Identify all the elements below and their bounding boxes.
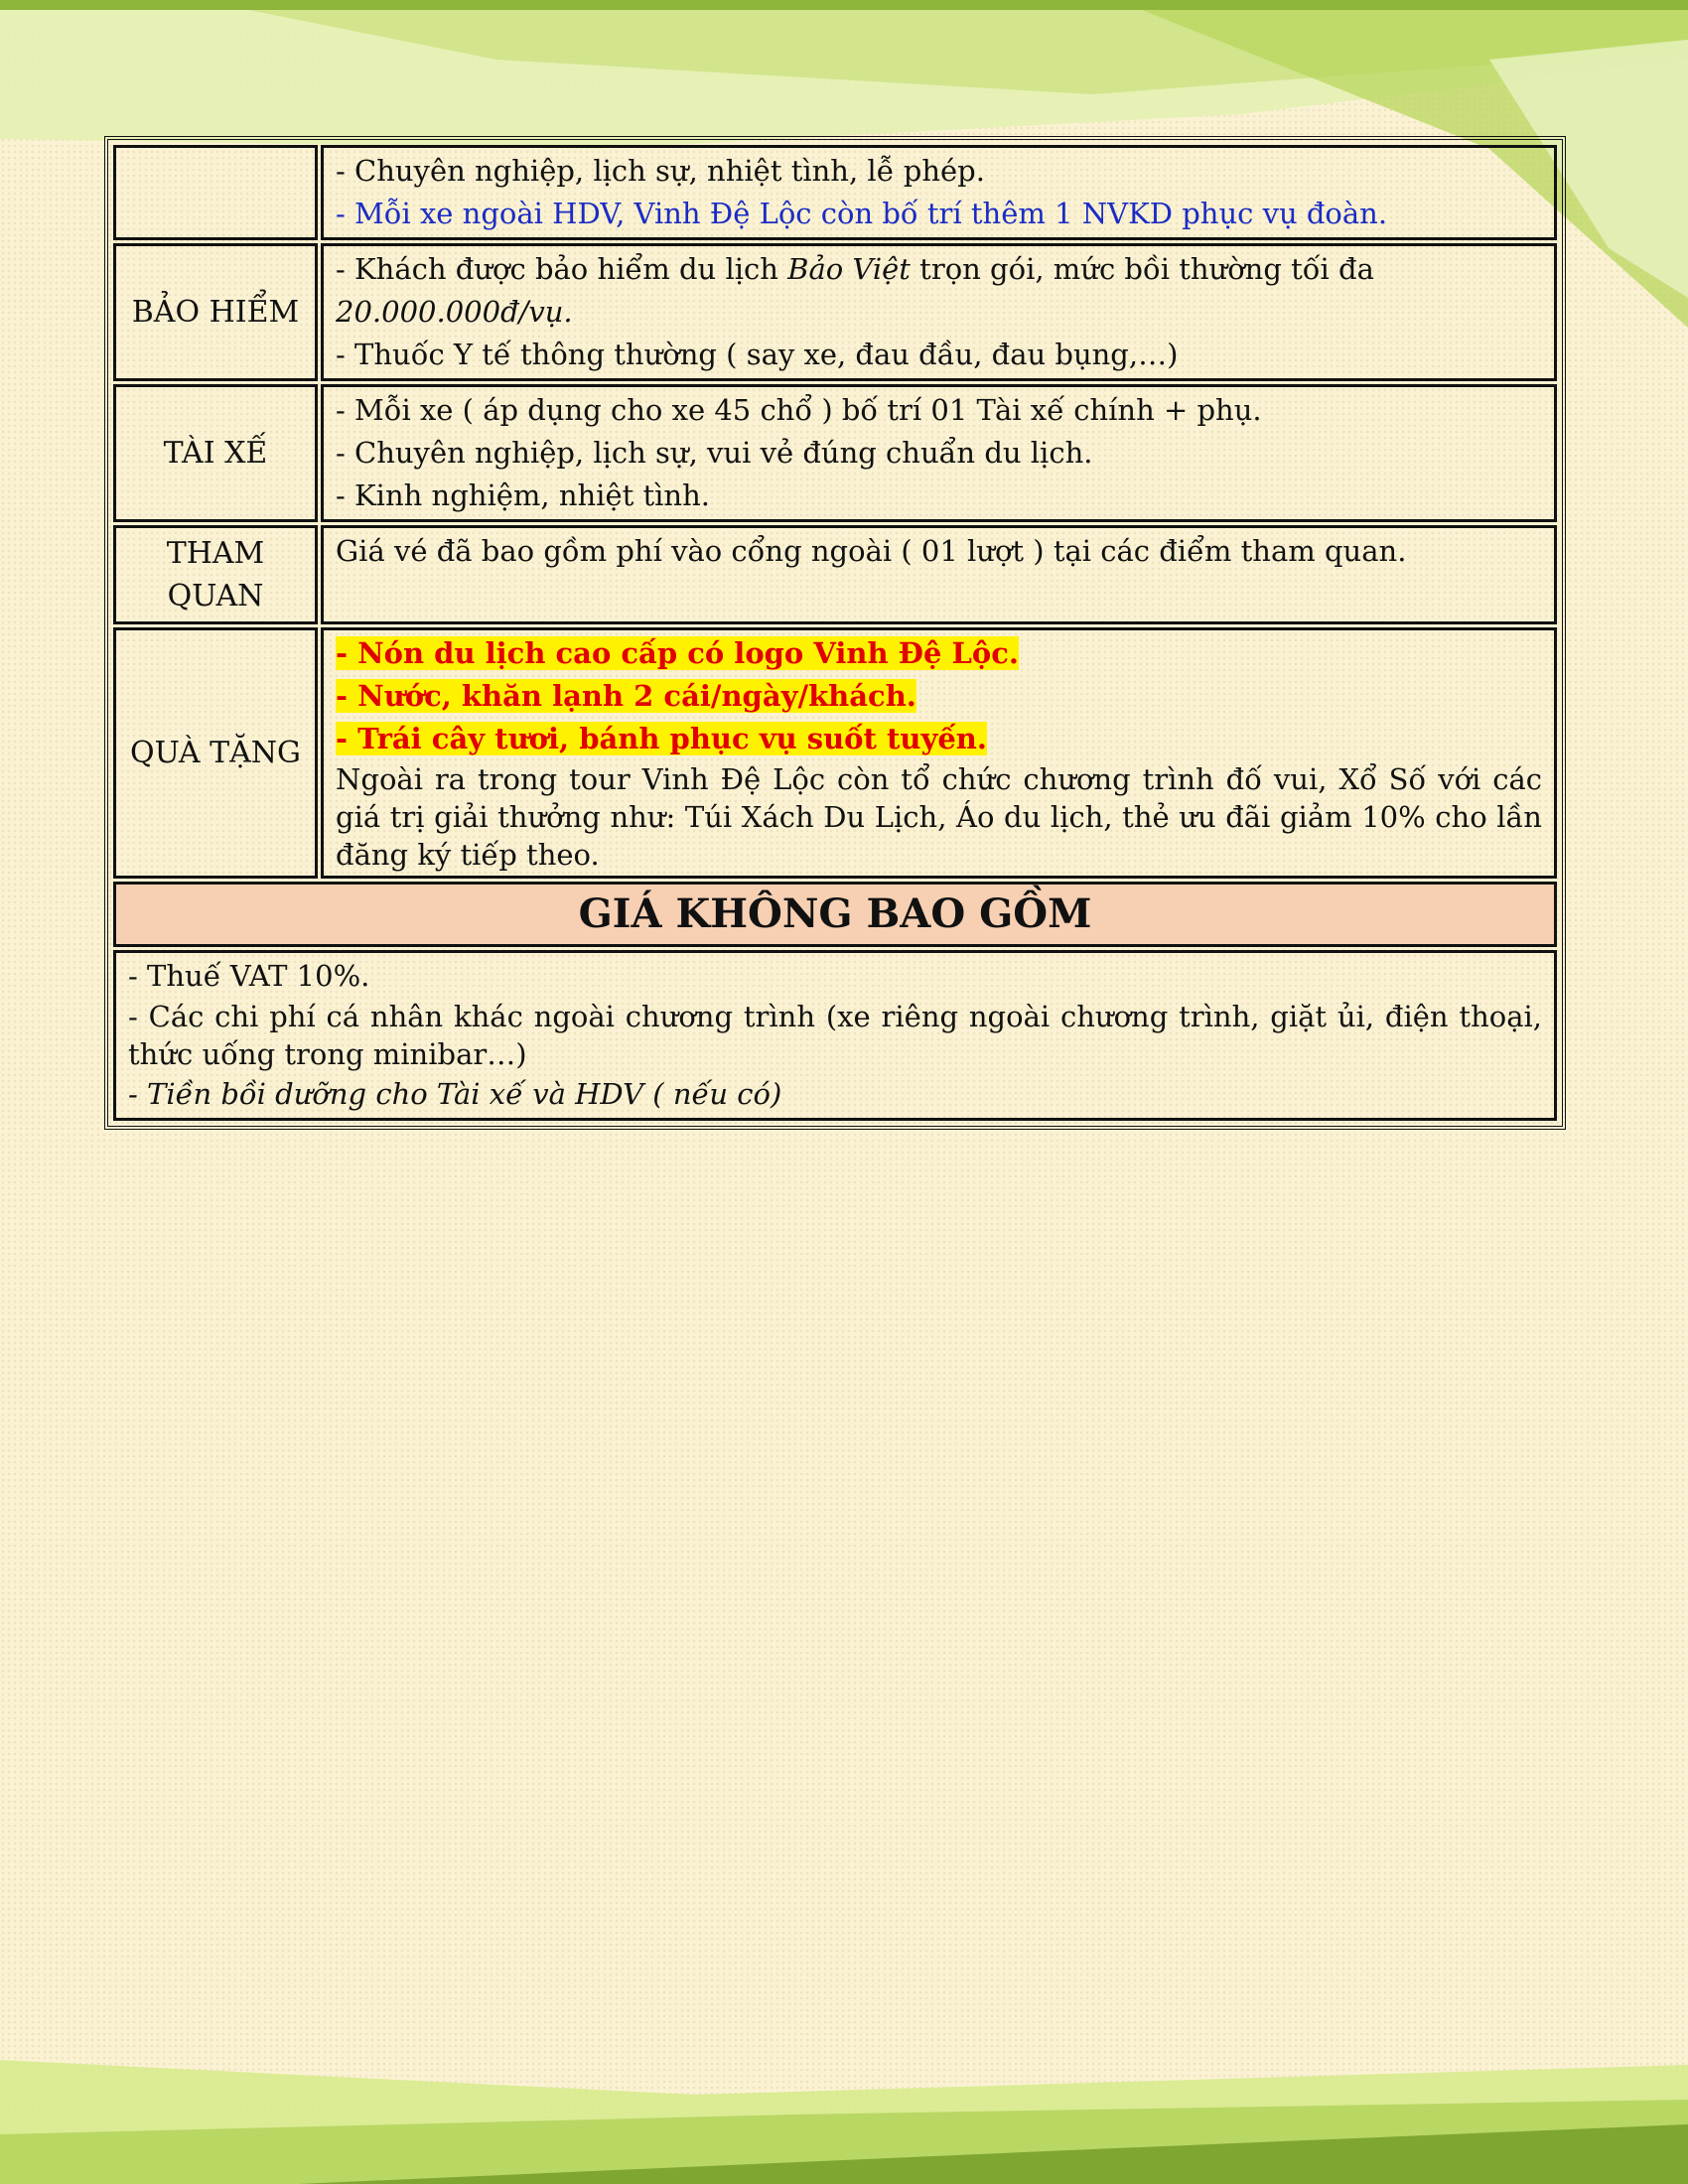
- table-row-excluded-header: [113, 882, 1557, 947]
- table-row-sightseeing: [113, 525, 1557, 624]
- gift-item-3-text: - Trái cây tươi, bánh phục vụ suốt tuyến.: [336, 722, 987, 755]
- excluded-line-1: - Thuế VAT 10%.: [128, 959, 370, 993]
- insurance-line-2: - Thuốc Y tế thông thường ( say xe, đau đầu, đau bụng,…): [336, 338, 1179, 371]
- table-row-gifts: [113, 627, 1557, 879]
- table-row-guide: [113, 145, 1557, 240]
- table-row-excluded-content: [113, 950, 1557, 1121]
- table-row-driver: [113, 384, 1557, 522]
- excluded-section-title: GIÁ KHÔNG BAO GỒM: [113, 882, 1557, 947]
- row-content-gifts: [321, 627, 1557, 879]
- driver-line-2: - Chuyên nghiệp, lịch sự, vui vẻ đúng chuẩn du lịch.: [336, 436, 1093, 470]
- excluded-line-2: - Các chi phí cá nhân khác ngoài chương trình (xe riêng ngoài chương trình, giặt ủi, điện thoại, thức uống trong minibar…): [128, 1000, 1542, 1071]
- row-label-driver: TÀI XẾ: [113, 384, 318, 522]
- insurance-line-1: [336, 248, 1542, 334]
- insurance-middle: trọn gói, mức bồi thường tối đa: [910, 252, 1374, 286]
- excluded-content: [113, 950, 1557, 1121]
- guide-line-1: - Chuyên nghiệp, lịch sự, nhiệt tình, lễ phép.: [336, 154, 985, 188]
- top-band-dark: [0, 0, 1688, 10]
- gift-extra: Ngoài ra trong tour Vinh Đệ Lộc còn tổ chức chương trình đố vui, Xổ Số với các giá trị giải thưởng như: Túi Xách Du Lịch, Áo du lịch, thẻ ưu đãi giảm 10% cho lần đăng ký tiếp theo.: [336, 762, 1542, 872]
- gift-item-2: [336, 675, 1542, 718]
- gift-item-3: [336, 718, 1542, 760]
- insurance-prefix: - Khách được bảo hiểm du lịch: [336, 252, 788, 286]
- gift-item-2-text: - Nước, khăn lạnh 2 cái/ngày/khách.: [336, 679, 916, 713]
- gift-item-1-text: - Nón du lịch cao cấp có logo Vinh Đệ Lộc.: [336, 636, 1020, 670]
- excluded-line-3: - Tiền bồi dưỡng cho Tài xế và HDV ( nếu có): [128, 1077, 782, 1111]
- sightseeing-line-1: Giá vé đã bao gồm phí vào cổng ngoài ( 01 lượt ) tại các điểm tham quan.: [336, 534, 1407, 568]
- row-content-guide: [321, 145, 1557, 240]
- row-label-sightseeing: THAM QUAN: [113, 525, 318, 624]
- service-table: [104, 136, 1566, 1130]
- row-label-guide: [113, 145, 318, 240]
- gift-item-1: [336, 632, 1542, 675]
- insurance-brand: Bảo Việt: [787, 252, 911, 286]
- table-row-insurance: [113, 243, 1557, 381]
- guide-line-2: - Mỗi xe ngoài HDV, Vinh Đệ Lộc còn bố trí thêm 1 NVKD phục vụ đoàn.: [336, 197, 1388, 230]
- row-label-gifts: QUÀ TẶNG: [113, 627, 318, 879]
- row-label-insurance: BẢO HIỂM: [113, 243, 318, 381]
- row-content-sightseeing: [321, 525, 1557, 624]
- row-content-driver: [321, 384, 1557, 522]
- insurance-amount: 20.000.000đ/vụ.: [336, 295, 573, 329]
- driver-line-1: - Mỗi xe ( áp dụng cho xe 45 chổ ) bố trí 01 Tài xế chính + phụ.: [336, 393, 1262, 427]
- driver-line-3: - Kinh nghiệm, nhiệt tình.: [336, 478, 710, 512]
- row-content-insurance: [321, 243, 1557, 381]
